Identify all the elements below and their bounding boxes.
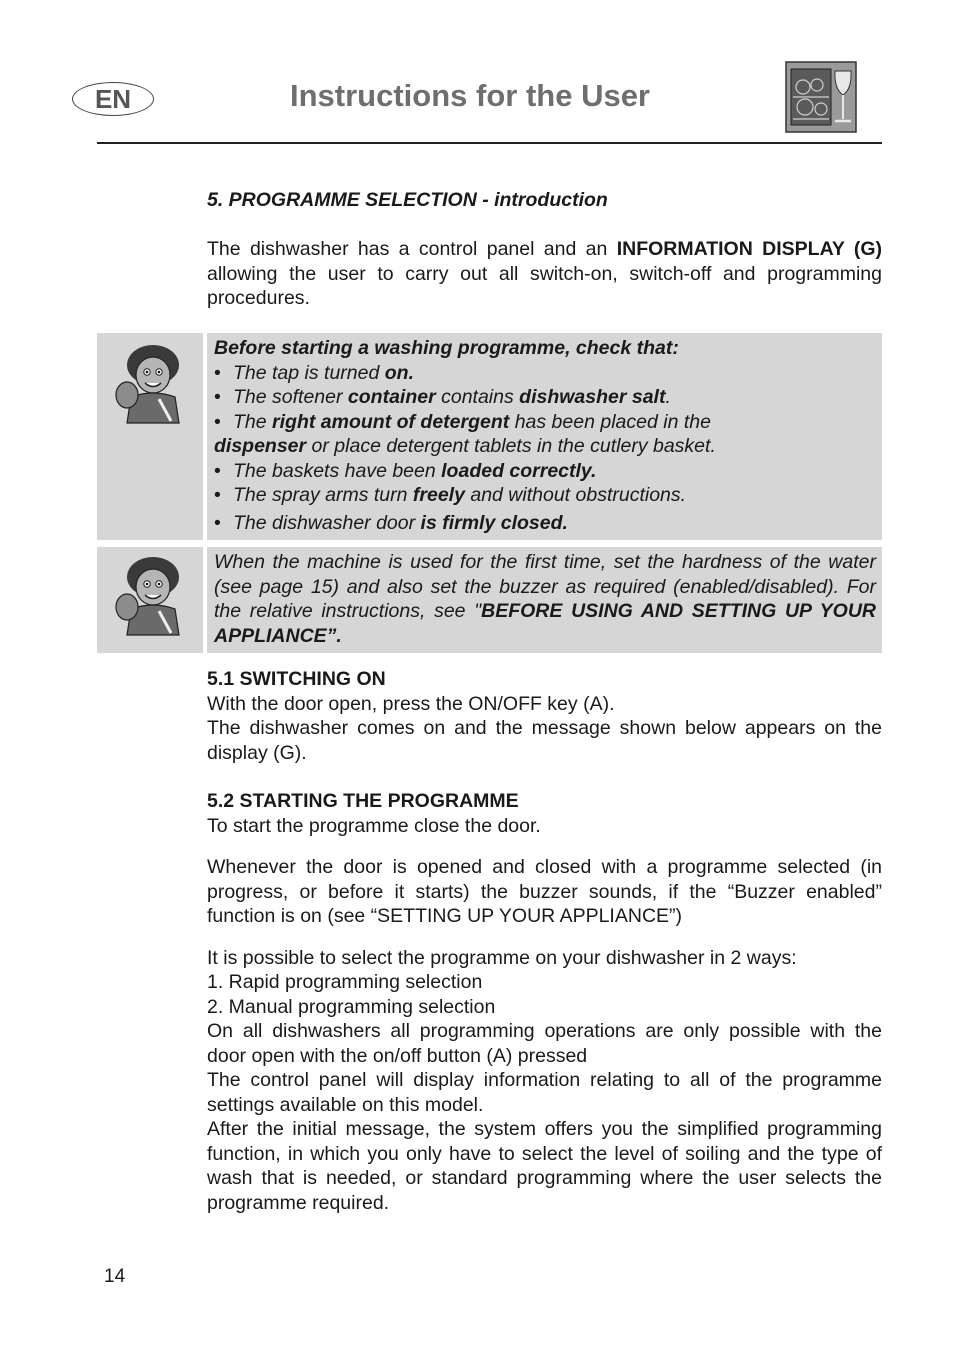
switching-on-title: 5.1 SWITCHING ON — [207, 668, 386, 690]
document-title: Instructions for the User — [290, 78, 650, 113]
text: and without obstructions. — [464, 484, 687, 506]
note1-item — [214, 511, 876, 536]
note2-box — [207, 547, 882, 653]
mascot-icon — [113, 555, 187, 637]
bold-text: freely — [412, 484, 465, 506]
text: The softener — [233, 386, 348, 408]
bullet: • — [214, 484, 221, 506]
note1-item-continued — [214, 434, 876, 459]
dishwasher-icon — [785, 61, 857, 133]
paragraph: It is possible to select the programme on your dishwasher in 2 ways: — [207, 946, 797, 969]
note1-box — [207, 333, 882, 540]
intro-text: The dishwasher has a control panel and an — [207, 238, 617, 260]
intro-paragraph — [207, 237, 882, 311]
text: The — [233, 410, 273, 433]
intro-text-end: allowing the user to carry out all switch-on, switch-off and programming procedures. — [207, 262, 882, 309]
intro-bold-text: INFORMATION DISPLAY (G) — [616, 238, 883, 260]
paragraph: On all dishwashers all programming operations are only possible with the door open with the on/off button (A) pressed — [207, 1020, 882, 1067]
note1-item — [214, 361, 876, 386]
note1-item — [214, 385, 876, 410]
bullet: • — [214, 361, 221, 384]
bullet: • — [214, 410, 221, 433]
page-number: 14 — [104, 1266, 126, 1287]
note2-bold-text: BEFORE USING AND SETTING UP YOUR APPLIANCE”. — [214, 600, 876, 647]
bold-text: dishwasher salt — [519, 386, 666, 408]
text: has been placed in the — [509, 410, 711, 433]
header-rule — [97, 142, 882, 144]
bold-text: loaded correctly. — [441, 459, 597, 482]
list-item: 1. Rapid programming selection — [207, 971, 483, 993]
switching-on-section — [207, 667, 882, 765]
section-title: 5. PROGRAMME SELECTION - introduction — [207, 189, 608, 211]
text: The baskets have been — [233, 459, 442, 482]
starting-title: 5.2 STARTING THE PROGRAMME — [207, 790, 519, 812]
bullet: • — [214, 459, 221, 482]
text: contains — [435, 386, 520, 408]
paragraph: The control panel will display information relating to all of the programme settings available on this model. — [207, 1069, 882, 1116]
bold-text: on. — [384, 361, 415, 384]
bullet: • — [214, 511, 221, 534]
mascot-icon — [113, 343, 187, 425]
note1-item — [214, 410, 876, 435]
starting-section — [207, 789, 882, 1215]
bold-text: is firmly closed. — [420, 511, 568, 534]
note1-item — [214, 483, 876, 508]
language-badge: EN — [72, 82, 154, 116]
note1-icon-cell — [97, 333, 203, 540]
paragraph: To start the programme close the door. — [207, 814, 541, 837]
text: or place detergent tablets in the cutlery basket. — [306, 435, 716, 457]
note1-item — [214, 459, 876, 484]
list-item: 2. Manual programming selection — [207, 995, 496, 1018]
paragraph: Whenever the door is opened and closed with a programme selected (in progress, or before it starts) the buzzer sounds, if the “Buzzer enabled” function is on (see “SETTING UP YOUR APPLIANCE”) — [207, 856, 882, 927]
bold-text: container — [347, 386, 436, 408]
text: The spray arms turn — [233, 484, 413, 506]
bold-text: dispenser — [214, 435, 307, 457]
note1-heading: Before starting a washing programme, check that: — [214, 337, 679, 359]
paragraph: After the initial message, the system offers you the simplified programming function, in which you only have to select the level of soiling and the type of wash that is needed, or standard programming where the user selects the programme required. — [207, 1118, 882, 1214]
bold-text: right amount of detergent — [272, 410, 510, 433]
bullet: • — [214, 386, 221, 408]
paragraph: The dishwasher comes on and the message shown below appears on the display (G). — [207, 717, 882, 764]
text: . — [665, 386, 671, 408]
text: The dishwasher door — [233, 511, 421, 534]
text: The tap is turned — [233, 361, 385, 384]
paragraph: With the door open, press the ON/OFF key (A). — [207, 692, 615, 715]
note2-icon-cell — [97, 547, 203, 653]
note2-text: When the machine is used for the first time, set the hardness of the water (see page 15) and also set the buzzer as required (enabled/disabled). For the relative instructions, see " — [214, 551, 876, 622]
